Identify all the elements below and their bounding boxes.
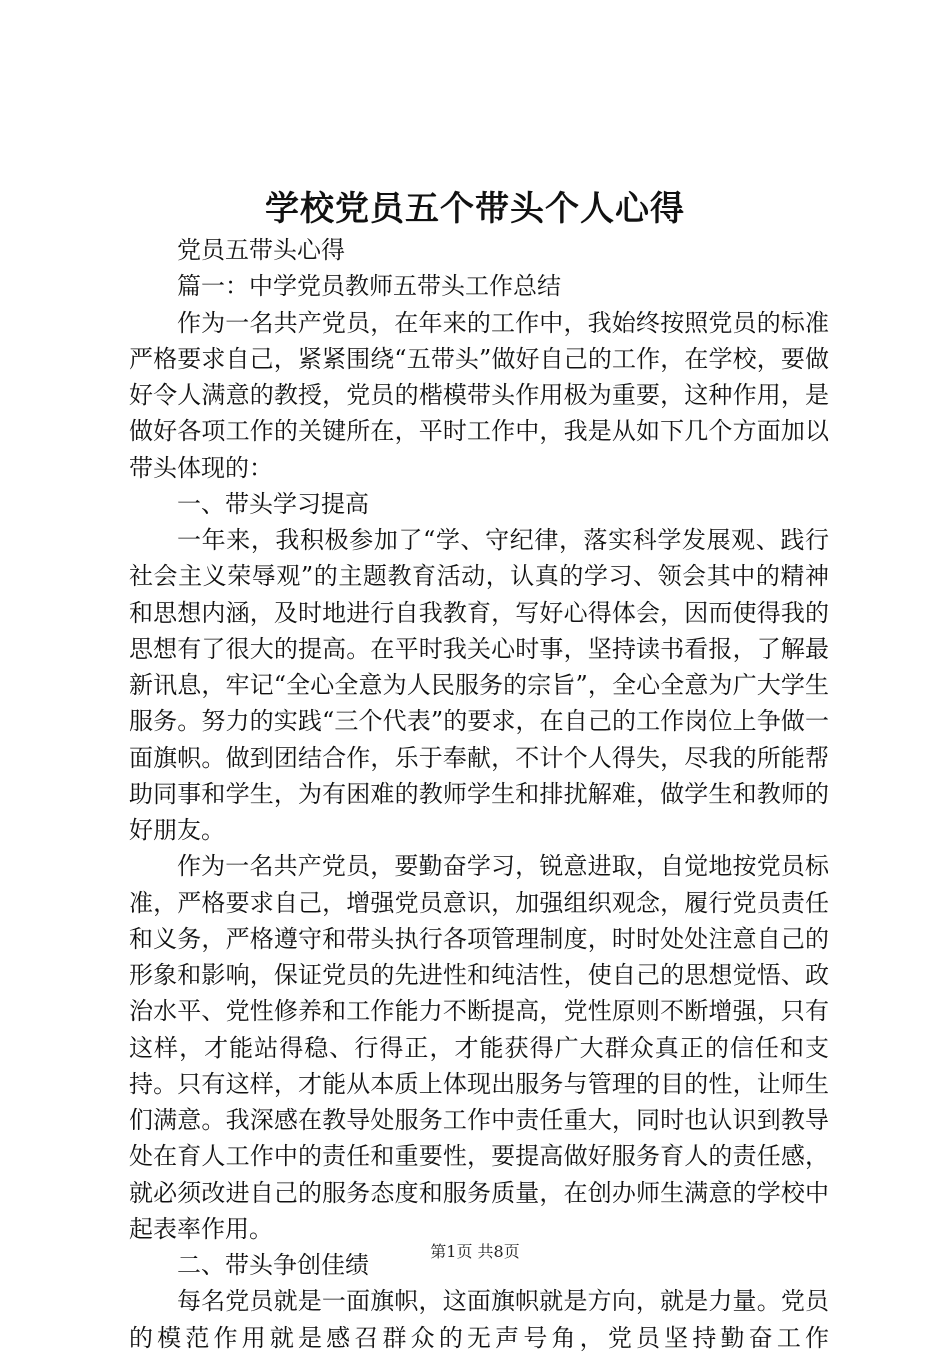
document-body xyxy=(129,232,829,1356)
paragraph-subtitle: 党员五带头心得 xyxy=(177,236,345,264)
section-heading-achievement: 二、带头争创佳绩 xyxy=(177,1251,369,1279)
paragraph-achievement-1: 每名党员就是一面旗帜，这面旗帜就是方向，就是力量。党员的模范作用就是感召群众的无声号角，党员坚持勤奋工作 xyxy=(129,1287,829,1352)
paragraph-article-heading: 篇一：中学党员教师五带头工作总结 xyxy=(177,272,561,301)
document-title: 学校党员五个带头个人心得 xyxy=(265,189,685,229)
paragraph-intro: 作为一名共产党员，在年来的工作中，我始终按照党员的标准严格要求自己，紧紧围绕“五带头”做好自己的工作，在学校，要做好令人满意的教授，党员的楷模带头作用极为重要，这种作用，是做好各项工作的关键所在，平时工作中，我是从如下几个方面加以带头体现的： xyxy=(129,308,829,482)
page-number-footer: 第1页 共8页 xyxy=(430,1242,520,1261)
paragraph-study-1: 一年来，我积极参加了“学、守纪律，落实科学发展观、践行社会主义荣辱观”的主题教育活动，认真的学习、领会其中的精神和思想内涵，及时地进行自我教育，写好心得体会，因而使得我的思想有了很大的提高。在平时我关心时事，坚持读书看报，了解最新讯息，牢记“全心全意为人民服务的宗旨”，全心全意为广大学生服务。努力的实践“三个代表”的要求，在自己的工作岗位上争做一面旗帜。做到团结合作，乐于奉献，不计个人得失，尽我的所能帮助同事和学生，为有困难的教师学生和排扰解难，做学生和教师的好朋友。 xyxy=(129,526,829,844)
section-heading-study: 一、带头学习提高 xyxy=(177,489,369,518)
paragraph-study-2: 作为一名共产党员，要勤奋学习，锐意进取，自觉地按党员标准，严格要求自己，增强党员意识，加强组织观念，履行党员责任和义务，严格遵守和带头执行各项管理制度，时时处处注意自己的形象和影响，保证党员的先进性和纯洁性，使自己的思想觉悟、政治水平、党性修养和工作能力不断提高，党性原则不断增强，只有这样，才能站得稳、行得正，才能获得广大群众真正的信任和支持。只有这样，才能从本质上体现出服务与管理的目的性，让师生们满意。我深感在教导处服务工作中责任重大，同时也认识到教导处在育人工作中的责任和重要性，要提高做好服务育人的责任感，就必须改进自己的服务态度和服务质量，在创办师生满意的学校中起表率作用。 xyxy=(129,852,829,1243)
